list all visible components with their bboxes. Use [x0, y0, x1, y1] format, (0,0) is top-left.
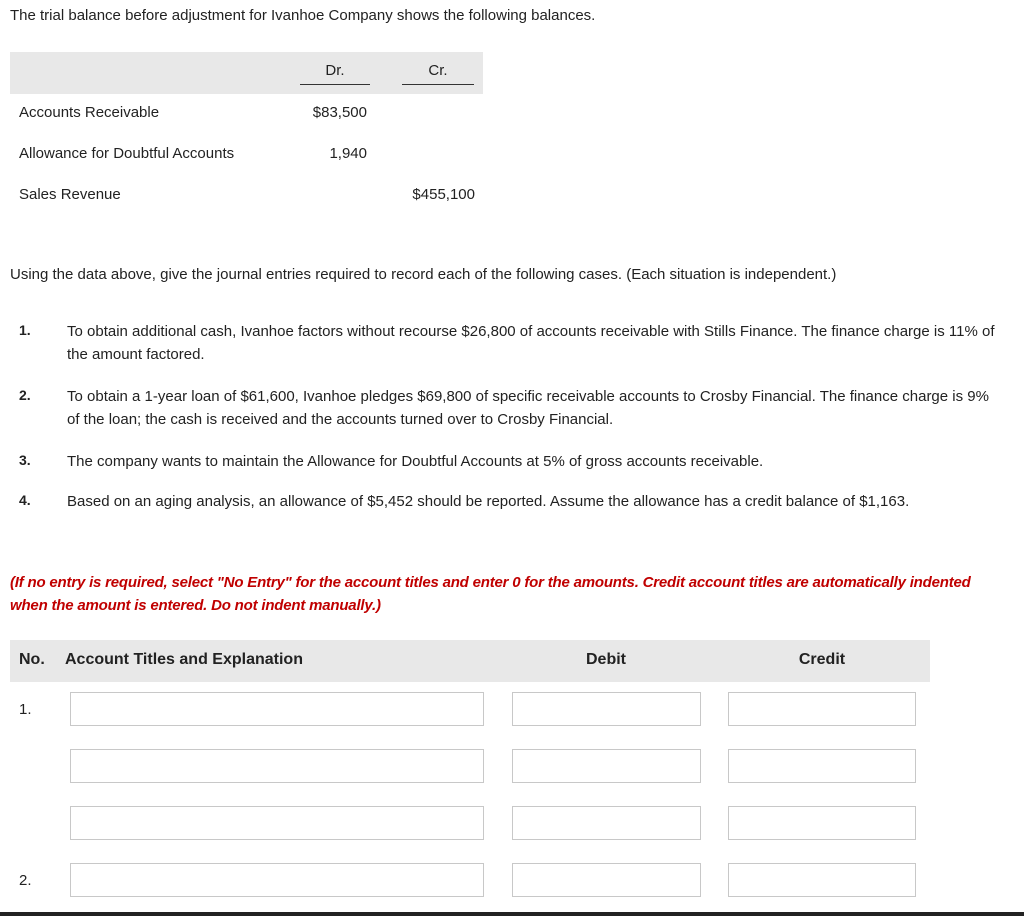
- instruction-note: (If no entry is required, select "No Entry" for the account titles and enter 0 for the amounts. Credit account titles are automatically indented when the amount is entered. Do not indent manually.): [10, 574, 971, 614]
- trial-balance-debit: $83,500: [312, 104, 367, 121]
- debit-amount-input[interactable]: [512, 806, 701, 840]
- credit-amount-input[interactable]: [728, 692, 916, 726]
- credit-amount-input[interactable]: [728, 863, 916, 897]
- case-text: Based on an aging analysis, an allowance of $5,452 should be reported. Assume the allowance has a credit balance of $1,163.: [67, 493, 910, 510]
- debit-amount-input[interactable]: [512, 863, 701, 897]
- case-number: 2.: [19, 387, 31, 403]
- intro-text: The trial balance before adjustment for Ivanhoe Company shows the following balances.: [10, 7, 596, 24]
- trial-balance-debit: 1,940: [329, 145, 367, 162]
- bottom-divider: [0, 912, 1024, 916]
- credit-column-header: Credit: [798, 651, 846, 668]
- entry-number: 1.: [19, 701, 32, 718]
- cr-header-underline: [402, 84, 474, 85]
- debit-column-header: Debit: [586, 651, 626, 668]
- account-title-input[interactable]: [70, 863, 484, 897]
- case-number: 1.: [19, 322, 31, 338]
- account-title-input[interactable]: [70, 749, 484, 783]
- trial-balance-account: Sales Revenue: [19, 186, 121, 203]
- credit-amount-input[interactable]: [728, 806, 916, 840]
- debit-amount-input[interactable]: [512, 692, 701, 726]
- case-number: 3.: [19, 452, 31, 468]
- account-title-input[interactable]: [70, 692, 484, 726]
- trial-balance-account: Accounts Receivable: [19, 104, 160, 121]
- trial-balance-account: Allowance for Doubtful Accounts: [19, 145, 235, 162]
- case-text: To obtain a 1-year loan of $61,600, Ivanhoe pledges $69,800 of specific receivable accounts to Crosby Financial. The finance charge is 9% of the loan; the cash is received and the accounts turned over to Crosby Financial.: [67, 388, 989, 428]
- case-number: 4.: [19, 492, 31, 508]
- instructions-text: Using the data above, give the journal entries required to record each of the following cases. (Each situation is independent.): [10, 266, 837, 283]
- case-text: To obtain additional cash, Ivanhoe factors without recourse $26,800 of accounts receivable with Stills Finance. The finance charge is 11% of the amount factored.: [67, 323, 995, 363]
- case-text: The company wants to maintain the Allowance for Doubtful Accounts at 5% of gross accounts receivable.: [67, 453, 764, 470]
- no-column-header: No.: [19, 651, 45, 668]
- credit-amount-input[interactable]: [728, 749, 916, 783]
- debit-amount-input[interactable]: [512, 749, 701, 783]
- account-title-input[interactable]: [70, 806, 484, 840]
- dr-column-header: Dr.: [325, 62, 345, 79]
- account-column-header: Account Titles and Explanation: [65, 651, 303, 668]
- cr-column-header: Cr.: [428, 62, 448, 79]
- trial-balance-credit: $455,100: [412, 186, 475, 203]
- entry-number: 2.: [19, 872, 32, 889]
- dr-header-underline: [300, 84, 370, 85]
